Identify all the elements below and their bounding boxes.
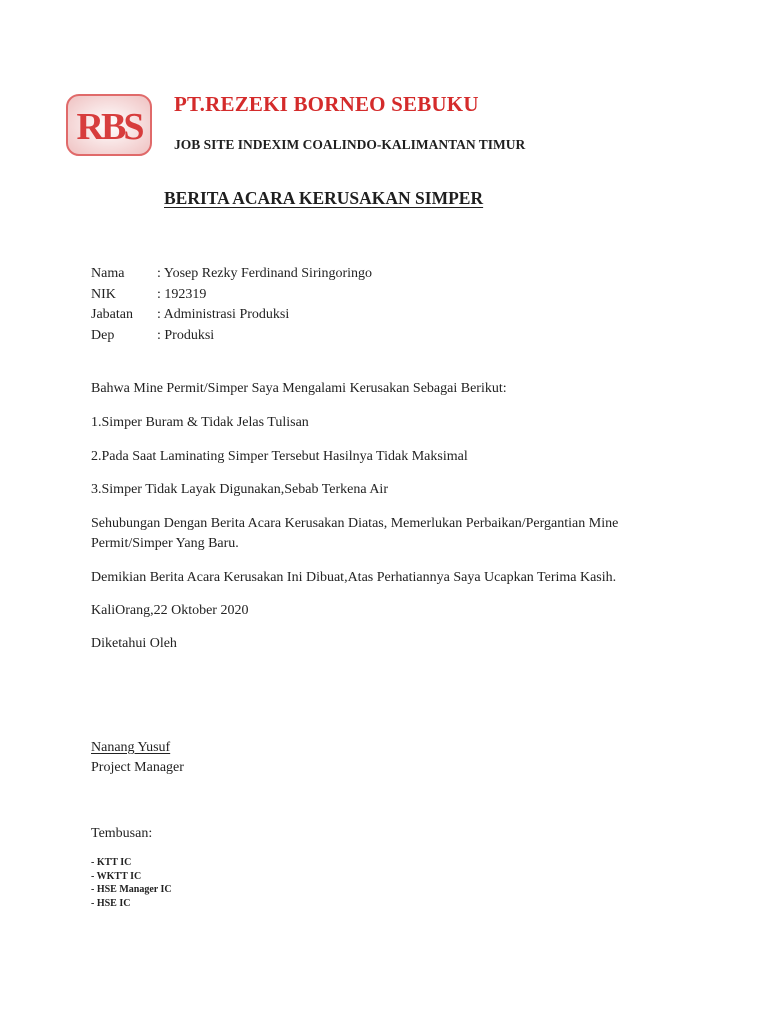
document-title: BERITA ACARA KERUSAKAN SIMPER (164, 188, 484, 208)
cc-item: - HSE Manager IC (91, 884, 172, 895)
acknowledged-label: Diketahui Oleh (91, 636, 177, 651)
cc-item: - WKTT IC (91, 870, 142, 882)
rbs-logo-icon (66, 94, 152, 156)
signer-name: Nanang Yusuf (91, 740, 171, 755)
request-paragraph: Sehubungan Dengan Berita Acara Kerusakan Diatas, Memerlukan Perbaikan/Pergantian Mine Permit/Simper Yang Baru. (91, 516, 619, 551)
info-value: : 192319 (157, 286, 207, 302)
info-label: NIK (91, 286, 116, 302)
logo-text: RBS (76, 106, 142, 148)
info-row-nama (91, 264, 372, 285)
signer-position: Project Manager (91, 760, 184, 775)
company-logo (66, 94, 152, 156)
cc-item: - KTT IC (91, 857, 132, 868)
info-value: : Yosep Rezky Ferdinand Siringoringo (157, 266, 373, 281)
place-date: KaliOrang,22 Oktober 2020 (91, 603, 249, 618)
info-value: : Administrasi Produksi (157, 307, 290, 322)
job-site: JOB SITE INDEXIM COALINDO-KALIMANTAN TIMUR (174, 137, 526, 152)
info-row-nik (91, 285, 372, 306)
damage-item: 3.Simper Tidak Layak Digunakan,Sebab Terkena Air (91, 482, 388, 497)
info-label: Nama (91, 266, 125, 281)
damage-item: 1.Simper Buram & Tidak Jelas Tulisan (91, 415, 309, 430)
cc-label: Tembusan: (91, 826, 153, 841)
closing-paragraph: Demikian Berita Acara Kerusakan Ini Dibuat,Atas Perhatiannya Saya Ucapkan Terima Kasih. (91, 570, 617, 585)
cc-item: - HSE IC (91, 897, 131, 909)
info-value: : Produksi (157, 327, 215, 343)
damage-item: 2.Pada Saat Laminating Simper Tersebut Hasilnya Tidak Maksimal (91, 449, 468, 464)
company-name: PT.REZEKI BORNEO SEBUKU (174, 92, 479, 116)
info-row-dep (91, 326, 372, 347)
info-row-jabatan (91, 305, 372, 326)
cc-list (91, 856, 172, 910)
intro-paragraph: Bahwa Mine Permit/Simper Saya Mengalami Kerusakan Sebagai Berikut: (91, 381, 507, 396)
info-label: Jabatan (91, 307, 133, 322)
info-label: Dep (91, 327, 115, 343)
employee-info (91, 264, 372, 346)
